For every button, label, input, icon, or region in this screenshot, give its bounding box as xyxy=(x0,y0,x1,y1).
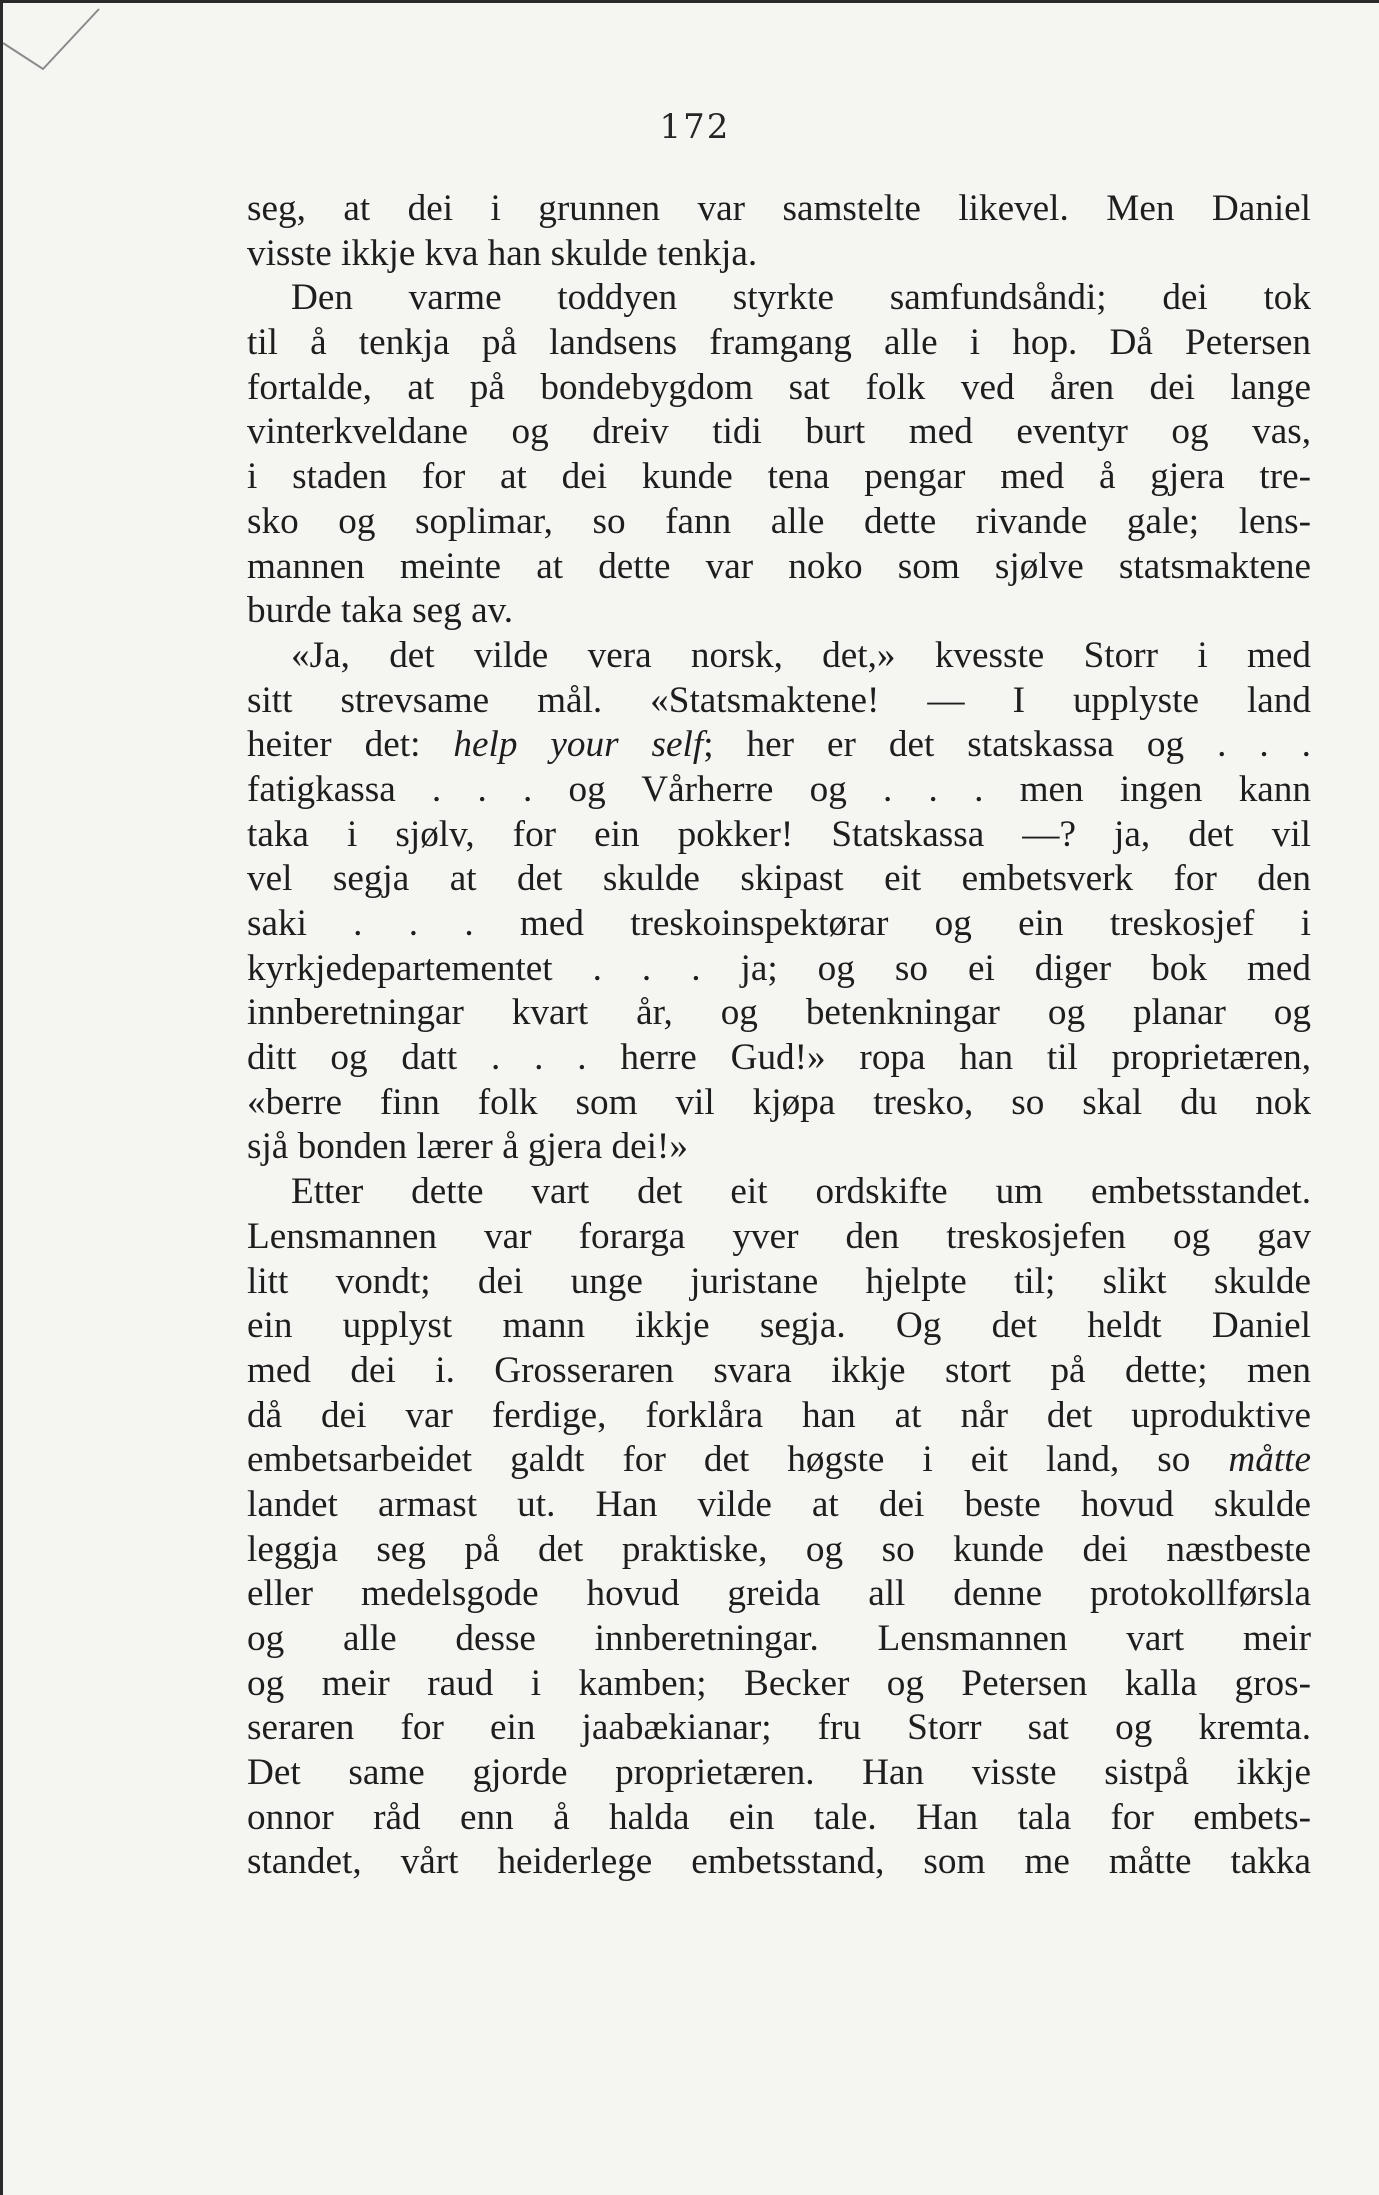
text-line: fortalde, at på bondebygdom sat folk ved åren dei lange xyxy=(247,366,1311,408)
text-line: litt vondt; dei unge juristane hjelpte til; slikt skulde xyxy=(247,1260,1311,1302)
text-line: onnor råd enn å halda ein tale. Han tala for embets- xyxy=(247,1796,1311,1838)
text-line: til å tenkja på landsens framgang alle i hop. Då Petersen xyxy=(247,322,1311,364)
text-line: vinterkveldane og dreiv tidi burt med eventyr og vas, xyxy=(247,411,1311,453)
text-segment: ; her er det statskassa og . . . xyxy=(703,724,1311,766)
text-line: sjå bonden lærer å gjera dei!» xyxy=(247,1126,688,1168)
text-line: i staden for at dei kunde tena pengar med å gjera tre- xyxy=(247,456,1311,498)
text-segment: embetsarbeidet galdt for det høgste i eit land, so xyxy=(247,1439,1229,1481)
text-line: kyrkjedepartementet . . . ja; og so ei diger bok med xyxy=(247,947,1311,989)
text-line: Etter dette vart det eit ordskifte um embetsstandet. xyxy=(291,1171,1311,1213)
text-line: Den varme toddyen styrkte samfundsåndi; dei tok xyxy=(291,277,1311,319)
text-line: visste ikkje kva han skulde tenkja. xyxy=(247,232,758,274)
text-line: og meir raud i kamben; Becker og Petersen kalla gros- xyxy=(247,1662,1311,1704)
text-line: ein upplyst mann ikkje segja. Og det heldt Daniel xyxy=(247,1305,1311,1347)
text-line: seraren for ein jaabækianar; fru Storr sat og kremta. xyxy=(247,1707,1311,1749)
text-line: med dei i. Grosseraren svara ikkje stort på dette; men xyxy=(247,1349,1311,1391)
text-line: sitt strevsame mål. «Statsmaktene! — I upplyste land xyxy=(247,679,1311,721)
text-line: taka i sjølv, for ein pokker! Statskassa —? ja, det vil xyxy=(247,813,1311,855)
italic-phrase: måtte xyxy=(1228,1439,1311,1481)
text-line: «Ja, det vilde vera norsk, det,» kvesste Storr i med xyxy=(291,634,1311,676)
text-line: «berre finn folk som vil kjøpa tresko, so skal du nok xyxy=(247,1081,1311,1123)
text-line xyxy=(247,1438,1311,1483)
text-line: ditt og datt . . . herre Gud!» ropa han til proprietæren, xyxy=(247,1037,1311,1079)
body-text xyxy=(247,187,1311,1885)
text-line: standet, vårt heiderlege embetsstand, som me måtte takka xyxy=(247,1841,1311,1883)
text-line: og alle desse innberetningar. Lensmannen vart meir xyxy=(247,1618,1311,1659)
text-segment: heiter det: xyxy=(247,724,454,766)
text-line: saki . . . med treskoinspektørar og ein treskosjef i xyxy=(247,903,1311,944)
folded-corner-mark xyxy=(3,3,113,83)
italic-phrase: help your self xyxy=(453,724,704,766)
text-line: Det same gjorde proprietæren. Han visste sistpå ikkje xyxy=(247,1752,1311,1794)
text-line: mannen meinte at dette var noko som sjølve statsmaktene xyxy=(247,545,1311,587)
page-number: 172 xyxy=(659,107,731,147)
text-line: innberetningar kvart år, og betenkningar og planar og xyxy=(247,992,1311,1034)
text-line xyxy=(247,723,1311,768)
text-line: eller medelsgode hovud greida all denne protokollførsla xyxy=(247,1573,1311,1615)
text-line: landet armast ut. Han vilde at dei beste hovud skulde xyxy=(247,1483,1311,1525)
text-line: leggja seg på det praktiske, og so kunde dei næstbeste xyxy=(247,1528,1311,1570)
text-line: vel segja at det skulde skipast eit embetsverk for den xyxy=(247,858,1311,900)
text-line: Lensmannen var forarga yver den treskosjefen og gav xyxy=(247,1215,1311,1257)
text-line: då dei var ferdige, forklåra han at når det uproduktive xyxy=(247,1394,1311,1436)
text-line: sko og soplimar, so fann alle dette rivande gale; lens- xyxy=(247,500,1311,542)
text-line: fatigkassa . . . og Vårherre og . . . men ingen kann xyxy=(247,768,1311,810)
text-line: burde taka seg av. xyxy=(247,590,514,632)
text-line: seg, at dei i grunnen var samstelte likevel. Men Daniel xyxy=(247,188,1311,229)
